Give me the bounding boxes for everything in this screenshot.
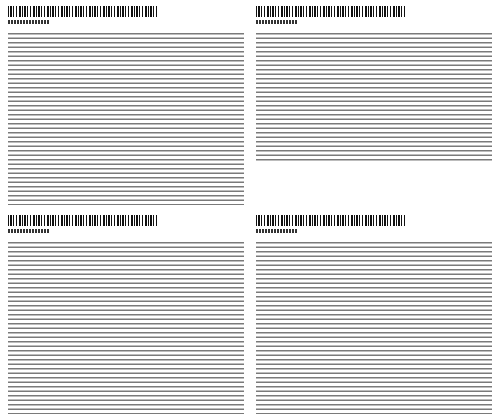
barcode	[256, 6, 406, 17]
panel-top-right	[256, 6, 492, 205]
code-line	[8, 229, 50, 233]
code-line	[256, 229, 298, 233]
barcode	[8, 215, 158, 226]
panel-bottom-right	[256, 215, 492, 414]
code-line	[8, 20, 50, 24]
barcode	[8, 6, 158, 17]
panel-bottom-left	[8, 215, 244, 414]
text-body	[8, 242, 244, 414]
text-body	[256, 242, 492, 414]
text-body	[8, 33, 244, 205]
barcode	[256, 215, 406, 226]
panel-top-left	[8, 6, 244, 205]
code-line	[256, 20, 298, 24]
text-body	[256, 33, 492, 161]
